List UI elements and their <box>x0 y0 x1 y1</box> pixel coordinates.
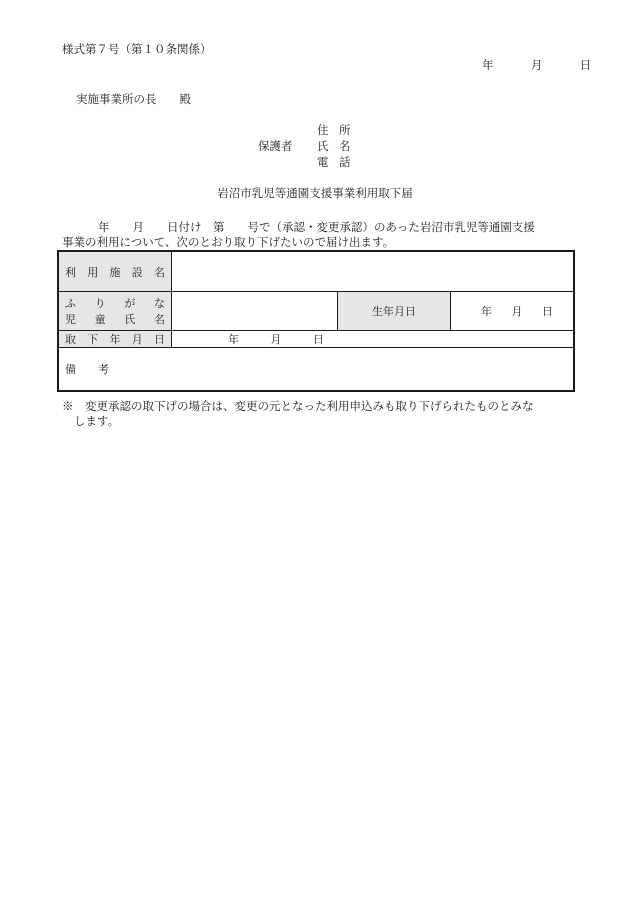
remarks-label: 備 考 <box>65 363 109 376</box>
date-year-label: 年 <box>482 58 494 72</box>
guardian-address-label: 住 所 <box>317 123 351 137</box>
date-day-label: 日 <box>579 58 592 72</box>
table-row-remarks <box>58 348 574 392</box>
withdraw-date-label: 取 下 年 月 日 <box>58 331 172 348</box>
footnote <box>62 399 582 429</box>
facility-name-field[interactable] <box>172 251 575 292</box>
form-title: 岩沼市乳児等通園支援事業利用取下届 <box>217 186 413 200</box>
birthdate-label: 生年月日 <box>338 292 451 331</box>
submission-date <box>482 58 591 72</box>
birthdate-field[interactable]: 年 月 日 <box>451 292 575 331</box>
form-number: 様式第７号（第１０条関係） <box>62 42 212 56</box>
body-line-1: 年 月 日付け 第 号で（承認・変更承認）のあった岩沼市乳児等通園支援 <box>98 220 535 234</box>
facility-name-label: 利 用 施 設 名 <box>58 251 172 292</box>
withdrawal-form-table <box>57 250 575 392</box>
footnote-line-1: ※ 変更承認の取下げの場合は、変更の元となった利用申込みも取り下げられたものとみな <box>62 399 534 413</box>
table-row-child <box>58 292 574 331</box>
child-name-label <box>58 292 172 331</box>
addressee: 実施事業所の長 殿 <box>76 92 191 106</box>
guardian-name-label: 氏 名 <box>317 139 351 153</box>
child-name-field[interactable] <box>172 292 338 331</box>
guardian-label: 保護者 <box>258 139 293 153</box>
child-name-label-text: 児 童 氏 名 <box>65 313 165 326</box>
date-month-label: 月 <box>530 58 543 72</box>
withdraw-date-field[interactable]: 年 月 日 <box>172 331 575 348</box>
furigana-label: ふ り が な <box>65 297 165 310</box>
remarks-field[interactable] <box>58 348 574 392</box>
body-text <box>62 220 582 249</box>
body-line-2: 事業の利用について、次のとおり取り下げたいので届け出ます。 <box>62 234 395 249</box>
table-row-withdraw-date <box>58 331 574 348</box>
table-row-facility <box>58 251 574 292</box>
guardian-phone-label: 電 話 <box>317 155 351 169</box>
footnote-line-2: します。 <box>74 414 120 428</box>
